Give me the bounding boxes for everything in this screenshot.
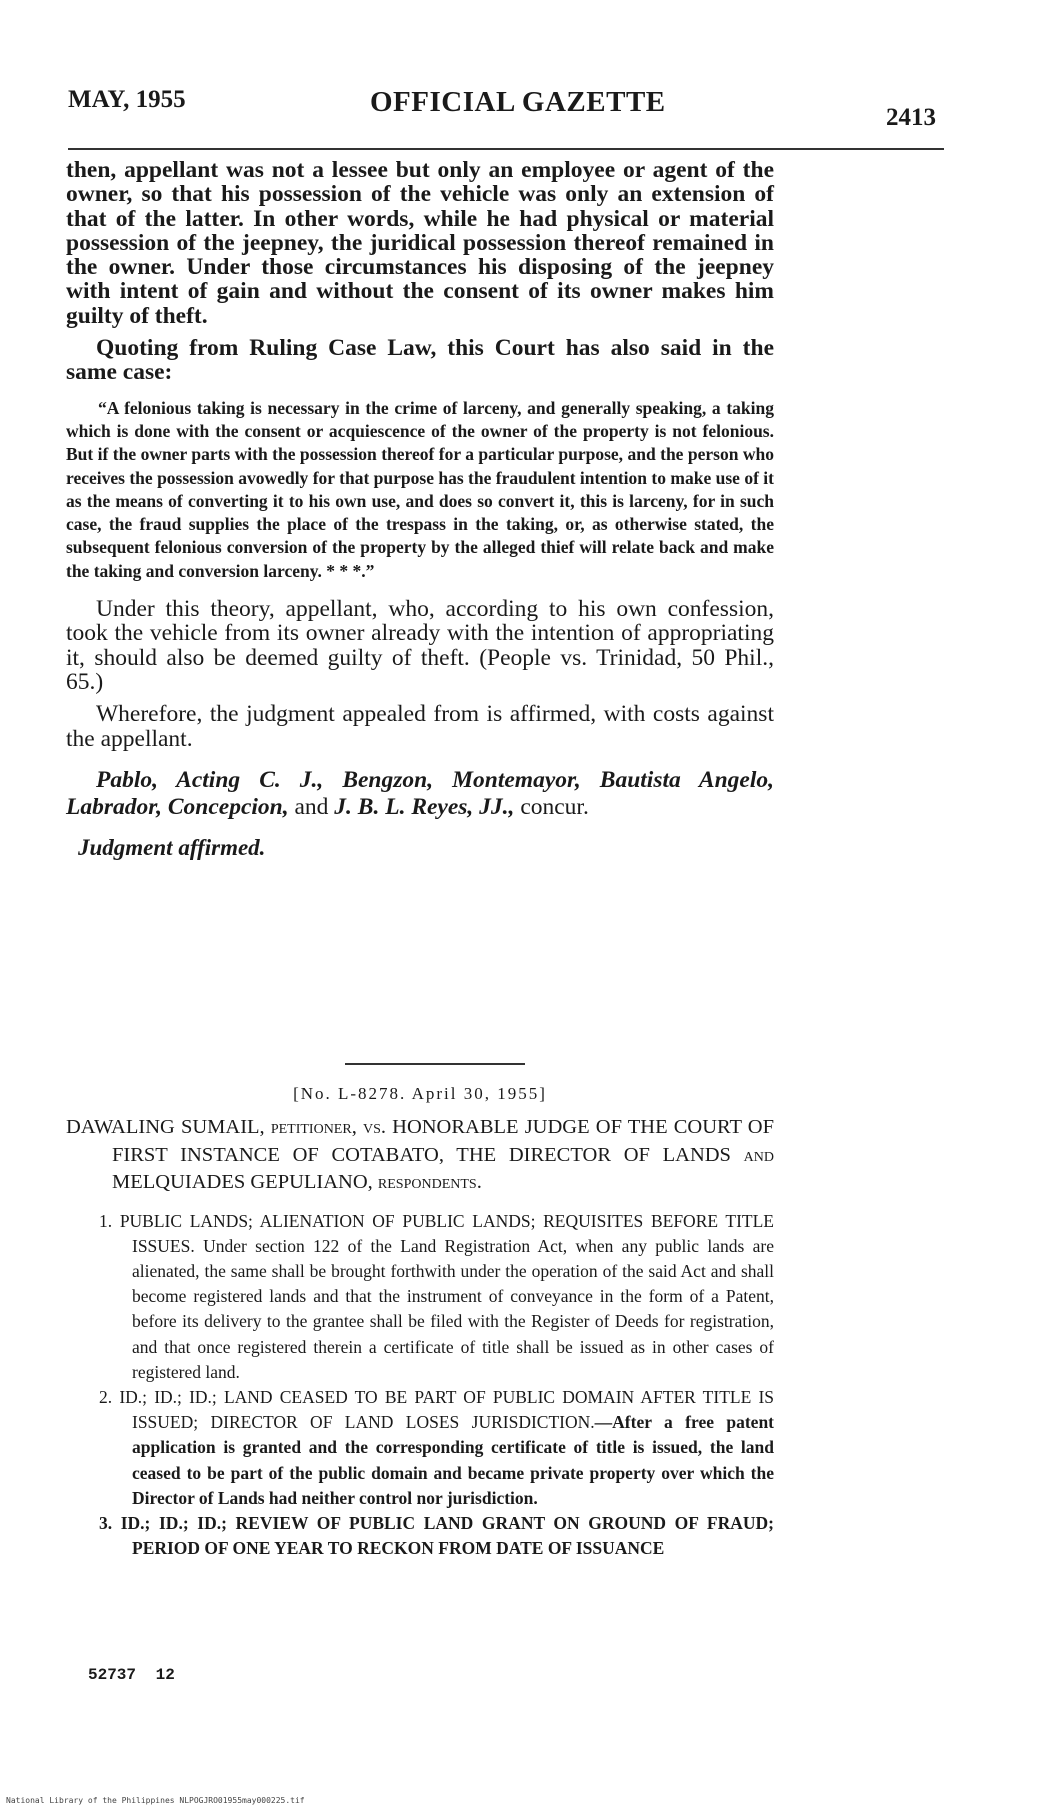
concur-word: concur. — [520, 793, 589, 820]
syllabus-number: 2. — [99, 1386, 113, 1407]
syllabus-item — [66, 1511, 774, 1561]
syllabus-item — [66, 1209, 774, 1385]
syllabus-list — [66, 1209, 774, 1562]
header-rule — [68, 148, 944, 150]
page-footer — [88, 1666, 175, 1684]
syllabus-heading: ID.; ID.; ID.; REVIEW OF PUBLIC LAND GRANT ON GROUND OF FRAUD; PERIOD OF ONE YEAR TO RECKON FROM DATE OF ISSUANCE — [120, 1512, 774, 1559]
footer-sheet: 12 — [155, 1666, 175, 1684]
paragraph-theory: Under this theory, appellant, who, according to his own confession, took the vehicle from its owner already with the intention of appropriating it, should also be deemed guilty of theft. (People vs. Trinidad, 50 Phil., 65.) — [66, 596, 774, 695]
syllabus-heading: PUBLIC LANDS; ALIENATION OF PUBLIC LANDS; REQUISITES BEFORE TITLE ISSUES. — [119, 1210, 775, 1256]
paragraph-quoting: Quoting from Ruling Case Law, this Court has also said in the same case: — [66, 335, 774, 386]
syllabus-number: 3. — [99, 1512, 113, 1533]
syllabus-text: Under section 122 of the Land Registration Act, when any public lands are alienated, the same shall be brought forthwith under the operation of the said Act and shall become registered lands and that the instrument of conveyance in the form of a Patent, before its delivery to the grantee shall be filed with the Register of Deeds for registration, and that once registered therein a certificate of title shall be issued as in other cases of registered land. — [132, 1235, 775, 1382]
paragraph-wherefore: Wherefore, the judgment appealed from is affirmed, with costs against the appellant. — [66, 701, 774, 752]
new-case — [66, 1084, 774, 1561]
paragraph-continuation: then, appellant was not a lessee but only an employee or agent of the owner, so that his possession of the vehicle was only an extension of that of the latter. In other words, while he had physical or material possession of the jeepney, the juridical possession thereof remained in the owner. Under those circumstances his disposing of the jeepney with intent of gain and without the consent of its owner makes him guilty of theft. — [66, 157, 774, 329]
concurring-justices — [66, 767, 774, 821]
page-number: 2413 — [886, 104, 936, 131]
justice-last: J. B. L. Reyes, JJ., — [334, 793, 515, 820]
syllabus-text: —After a free patent application is granted and the corresponding certificate of title is issued, the land ceased to be part of the public domain and became private property over which the Director of Lands had neither control nor jurisdiction. — [132, 1412, 775, 1508]
header-title: OFFICIAL GAZETTE — [370, 86, 666, 118]
concur-and: and — [294, 793, 329, 820]
syllabus-item — [66, 1385, 774, 1511]
judgment-line: Judgment affirmed. — [78, 834, 266, 860]
header-date: MAY, 1955 — [68, 86, 186, 113]
block-quote: “A felonious taking is necessary in the crime of larceny, and generally speaking, a taking which is done with the consent or acquiescence of the owner of the property is not felonious. But if the owner parts with the possession thereof for a particular purpose, and the person who receives the possession avowedly for that purpose has the fraudulent intention to make use of it as the means of converting it to his own use, and does so convert it, this is larceny, for in such case, the fraud supplies the place of the trespass in the taking, or, as otherwise stated, the subsequent felonious conversion of the property by the alleged thief will relate back and make the taking and conversion larceny. * * *.” — [66, 397, 774, 581]
justice-names: Pablo, Acting C. J., Bengzon, Montemayor, Bautista Angelo, Labrador, Concepcion, — [66, 766, 774, 820]
case-number: [No. L-8278. April 30, 1955] — [293, 1084, 547, 1103]
library-stamp: National Library of the Philippines NLPOGJRO01955may000225.tif — [6, 1796, 305, 1805]
case-separator — [345, 1063, 525, 1065]
case-parties: DAWALING SUMAIL, petitioner, vs. HONORABLE JUDGE OF THE COURT OF FIRST INSTANCE OF COTABATO, THE DIRECTOR OF LANDS and MELQUIADES GEPULIANO, respondents. — [66, 1116, 774, 1193]
syllabus-number: 1. — [99, 1210, 113, 1231]
footer-code: 52737 — [88, 1666, 137, 1684]
opinion-text — [66, 158, 774, 861]
syllabus-heading: ID.; ID.; ID.; LAND CEASED TO BE PART OF PUBLIC DOMAIN AFTER TITLE IS ISSUED; DIRECTOR OF LAND LOSES JURISDICTION. — [119, 1386, 775, 1433]
